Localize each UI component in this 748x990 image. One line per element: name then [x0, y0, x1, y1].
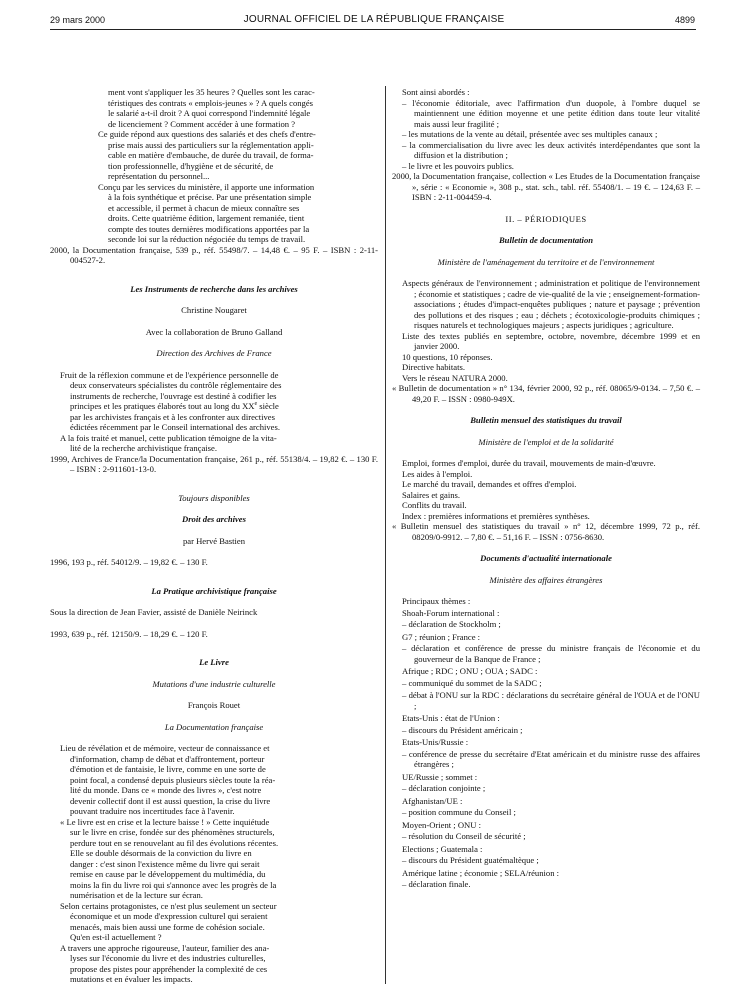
theme-heading: Shoah-Forum international : [402, 607, 500, 618]
author-nougaret: Christine Nougaret [181, 305, 247, 315]
intro-line: cable en matière d'embauche, de durée du travail, de forma- [108, 150, 314, 160]
publisher-archives: Direction des Archives de France [156, 348, 272, 358]
body-line-text: siècle [257, 401, 279, 411]
intro-text [50, 87, 378, 129]
theme-heading: Etats-Unis/Russie : [402, 737, 469, 747]
intro-line: téristiques des contrats « emplois-jeunes » ? A quels congés [108, 97, 314, 108]
theme-detail: – déclaration de Stockholm ; [402, 619, 501, 629]
theme-heading: Principaux thèmes : [402, 596, 471, 606]
body-line: numérisation et de la lecture sur écran. [70, 890, 203, 900]
body-line: menacés, mais bien aussi une forme de cohésion sociale. [70, 921, 265, 932]
intro-line: de licenciement ? Comment accéder à une formation ? [108, 118, 296, 129]
body-line: lité de la recherche archivistique française. [70, 443, 217, 453]
theme-detail: – discours du Président guatémaltèque ; [402, 855, 539, 865]
page-header [0, 0, 748, 44]
intro-line: tion professionnelle, d'hygiène et de sécurité, de [108, 160, 274, 171]
intro-line: représentation du personnel... [108, 171, 210, 181]
bm-item: Salaires et gains. [402, 489, 460, 500]
theme-heading: Afghanistan/UE : [402, 795, 463, 806]
theme-detail: – débat à l'ONU sur la RDC : déclarations du secrétaire général de l'OUA et de l'ONU ; [402, 690, 700, 711]
section-title-livre: Le Livre [199, 657, 229, 667]
author-rouet: François Rouet [187, 700, 241, 710]
livre-paragraph-1 [50, 743, 378, 817]
livre-paragraph-2 [50, 817, 378, 901]
century-superscript: e [254, 401, 258, 408]
intro-line: seconde loi sur la réduction négociée du temps de travail. [108, 234, 306, 244]
header-title: JOURNAL OFFICIEL DE LA RÉPUBLIQUE FRANÇAISE [243, 14, 505, 25]
body-line: deux conservateurs spécialistes du contrôle réglementaire des [70, 380, 282, 390]
author-bastien: par Hervé Bastien [182, 535, 246, 546]
body-line: danger : c'est sinon l'existence même du livre qui serait [70, 858, 260, 869]
section-periodiques: II. – PÉRIODIQUES [505, 213, 587, 224]
bm-item: Le marché du travail, demandes et offres d'emploi. [402, 479, 577, 489]
intro-line: à la fois synthétique et précise. Par une présentation simple [108, 192, 312, 202]
bd-questions: 10 questions, 10 réponses. [402, 351, 493, 362]
bd-reference: « Bulletin de documentation » n° 134, février 2000, 92 p., réf. 08065/9-0134. – 7,50 €. – 49,20 F. – ISSN : 0980-949X. [392, 383, 700, 404]
intro-line: compte des toutes dernières modifications apportées par la [108, 223, 310, 234]
body-line: par les archivistes français et à les confronter aux directives [70, 411, 275, 422]
body-line: instruments de recherche, l'ouvrage est destiné à codifier les [70, 390, 277, 401]
theme-detail: – déclaration conjointe ; [402, 783, 486, 793]
theme-heading: Amérique latine ; économie ; SELA/réunion : [402, 867, 560, 878]
themes-list [392, 596, 700, 890]
body-line: A la fois traité et manuel, cette publication témoigne de la vita- [60, 432, 277, 443]
topic-item: – les mutations de la vente au détail, présentée avec ses multiples canaux ; [402, 129, 658, 139]
theme-heading: Afrique ; RDC ; ONU ; OUA ; SADC : [402, 666, 538, 676]
body-line [60, 401, 378, 412]
topics-intro: Sont ainsi abordés : [402, 87, 470, 97]
body-line: Qu'en est-il actuellement ? [70, 932, 162, 942]
body-line: d'information, champ de débat et d'affrontement, porteur [70, 753, 265, 764]
pratique-author: Sous la direction de Jean Favier, assisté de Danièle Neirinck [50, 607, 258, 617]
intro-line: le salarié a-t-il droit ? A quoi correspond l'indemnité légale [108, 108, 311, 118]
theme-detail: – déclaration et conférence de presse du ministre français de l'économie et du gouverneur de la Banque de France ; [402, 643, 700, 664]
topic-item: – l'économie éditoriale, avec l'affirmation d'un duopole, à l'ombre duquel se maintiennent une édition moyenne et une petite édition dans toute leur vitalité mais aussi leur fragilité ; [402, 97, 700, 129]
body-line: « Le livre est en crise et la lecture baisse ! » Cette inquiétude [60, 816, 270, 827]
body-line-text: principes et les pratiques élaborés tout au long du XX [70, 401, 255, 411]
body-line: pouvant traduire nos incertitudes face à l'avenir. [70, 806, 235, 816]
body-line: A travers une approche rigoureuse, l'auteur, familier des ana- [60, 942, 270, 953]
bm-reference: « Bulletin mensuel des statistiques du travail » n° 12, décembre 1999, 72 p., réf. 08209/0-9912. – 7,80 €. – 51,16 F. – ISSN : 0756-8630. [392, 521, 700, 542]
header-rule [50, 29, 696, 30]
theme-detail: – discours du Président américain ; [402, 724, 523, 735]
body-line: perdure tout en se renouvelant au fil des évolutions récentes. [70, 837, 279, 848]
theme-heading: Moyen-Orient ; ONU : [402, 819, 482, 830]
ministry-emploi: Ministère de l'emploi et de la solidarité [478, 436, 614, 447]
livre-publisher: La Documentation française [164, 721, 264, 732]
theme-heading: G7 ; réunion ; France : [402, 631, 481, 642]
column-divider [385, 86, 386, 984]
intro-line: Ce guide répond aux questions des salariés et des chefs d'entre- [98, 129, 316, 139]
bd-list: Liste des textes publiés en septembre, octobre, novembre, décembre 1999 et en janvier 2000. [402, 330, 700, 351]
right-column [392, 87, 700, 892]
body-line: remise en cause par le développement du multimédia, du [70, 869, 266, 879]
instruments-body [50, 370, 378, 454]
livre-subtitle: Mutations d'une industrie culturelle [152, 678, 276, 689]
bm-item: Conflits du travail. [402, 500, 467, 510]
theme-detail: – conférence de presse du secrétaire d'Etat américain et du ministre russe des affaires étrangères ; [402, 748, 700, 769]
bm-item: Index : premières informations et premières synthèses. [402, 510, 590, 521]
body-line: Selon certains protagonistes, ce n'est plus seulement un secteur [60, 900, 277, 911]
body-line: mutations et en évaluer les impacts. [70, 974, 193, 984]
collaboration-galland: Avec la collaboration de Bruno Galland [145, 326, 283, 337]
body-line: Lieu de révélation et de mémoire, vecteur de connaissance et [60, 743, 270, 753]
body-line: Fruit de la réflexion commune et de l'expérience personnelle de [60, 369, 279, 380]
theme-heading: UE/Russie ; sommet : [402, 771, 478, 782]
ministry-affaires-etrangeres: Ministère des affaires étrangères [489, 574, 603, 585]
bm-item: Les aides à l'emploi. [402, 468, 473, 479]
livre-reference: 2000, la Documentation française, collection « Les Etudes de la Documentation française », série : « Economie », 308 p., stat. sch., tabl. réf. 55408/1. – 19 €. – 124,63 F. – ISBN : 2-11-004459-4. [392, 171, 700, 202]
header-page-number: 4899 [674, 15, 695, 25]
theme-heading: Etats-Unis : état de l'Union : [402, 713, 500, 723]
topic-item: – le livre et les pouvoirs publics. [402, 160, 514, 171]
bd-directive: Directive habitats. [402, 362, 465, 372]
intro-line: prise mais aussi des particuliers sur la réglementation appli- [108, 139, 314, 150]
instruments-reference: 1999, Archives de France/la Documentation française, 261 p., réf. 55138/4. – 19,82 €. – 130 F. – ISBN : 2-911601-13-0. [50, 453, 378, 474]
livre-paragraph-3 [50, 901, 378, 943]
section-title-instruments: Les Instruments de recherche dans les archives [130, 283, 298, 294]
intro-text-2 [50, 129, 378, 245]
intro-line: Conçu par les services du ministère, il apporte une information [98, 181, 315, 192]
theme-heading: Elections ; Guatemala : [402, 843, 483, 854]
body-line: lyses sur l'économie du livre et des industries culturelles, [70, 953, 266, 963]
theme-detail: – position commune du Conseil ; [402, 807, 516, 817]
pratique-reference: 1993, 639 p., réf. 12150/9. – 18,29 €. – 120 F. [50, 628, 208, 639]
theme-detail: – déclaration finale. [402, 879, 471, 889]
documents-actualite-title: Documents d'actualité internationale [480, 553, 612, 563]
body-line: devenir collectif dont il est aussi question, la crise du livre [70, 795, 271, 806]
body-line: économique et un mode d'expression culturel qui seraient [70, 911, 268, 921]
body-line: moins la fin du livre roi qui s'annonce avec les progrès de la [70, 879, 277, 890]
body-line: propose des pistes pour appréhender la complexité de ces [70, 963, 268, 974]
topic-item: – la commercialisation du livre avec les deux activités interdépendantes que sont la diffusion et la distribution ; [402, 139, 700, 160]
section-title-droit: Droit des archives [182, 514, 246, 524]
theme-detail: – communiqué du sommet de la SADC ; [402, 677, 542, 688]
theme-detail: – résolution du Conseil de sécurité ; [402, 831, 526, 841]
ministry-environment: Ministère de l'aménagement du territoire et de l'environnement [437, 256, 655, 267]
intro-line: et accessible, il permet à chacun de mieux connaître ses [108, 202, 300, 213]
body-line: Elle se double désormais de la conviction du livre en [70, 848, 252, 858]
intro-line: droits. Cette quatrième édition, largement remaniée, tient [108, 213, 305, 223]
livre-paragraph-4 [50, 943, 378, 985]
bd-natura: Vers le réseau NATURA 2000. [402, 372, 508, 383]
intro-line: ment vont s'appliquer les 35 heures ? Quelles sont les carac- [108, 87, 315, 97]
header-date: 29 mars 2000 [50, 15, 106, 25]
left-column [50, 87, 378, 985]
body-line: point focal, a condensé depuis plusieurs siècles toute la réa- [70, 774, 276, 785]
section-title-pratique: La Pratique archivistique française [151, 585, 277, 596]
body-line: édictées récemment par le Conseil international des archives. [70, 422, 280, 432]
intro-reference: 2000, la Documentation française, 539 p., réf. 55498/7. – 14,48 €. – 95 F. – ISBN : 2-11-004527-2. [50, 244, 378, 265]
body-line: d'émotion et de fantaisie, le livre, comme en une sorte de [70, 764, 266, 774]
bulletin-documentation-title: Bulletin de documentation [498, 235, 594, 245]
body-line: sur le livre en crise, fondée sur des phénomènes structurels, [70, 827, 275, 837]
bm-item: Emploi, formes d'emploi, durée du travail, mouvements de main-d'œuvre. [402, 458, 656, 468]
body-line: lité du monde. Dans ce « monde des livres », c'est notre [70, 785, 262, 795]
bd-aspects: Aspects généraux de l'environnement ; administration et politique de l'environnement ; économie et statistiques ; cadre de vie-qualité de la vie ; enseignement-formation-associations ; études d'impact-enquêtes publiques ; nature et paysage ; prévention des pollutions et des risques ; eau ; déchets ; écotoxicologie-produits chimiques ; risques naturels et technologiques majeurs ; aspects juridiques ; agriculture. [402, 278, 700, 330]
droit-reference: 1996, 193 p., réf. 54012/9. – 19,82 €. – 130 F. [50, 557, 208, 567]
bulletin-mensuel-title: Bulletin mensuel des statistiques du travail [470, 415, 622, 425]
always-available: Toujours disponibles [178, 492, 250, 503]
